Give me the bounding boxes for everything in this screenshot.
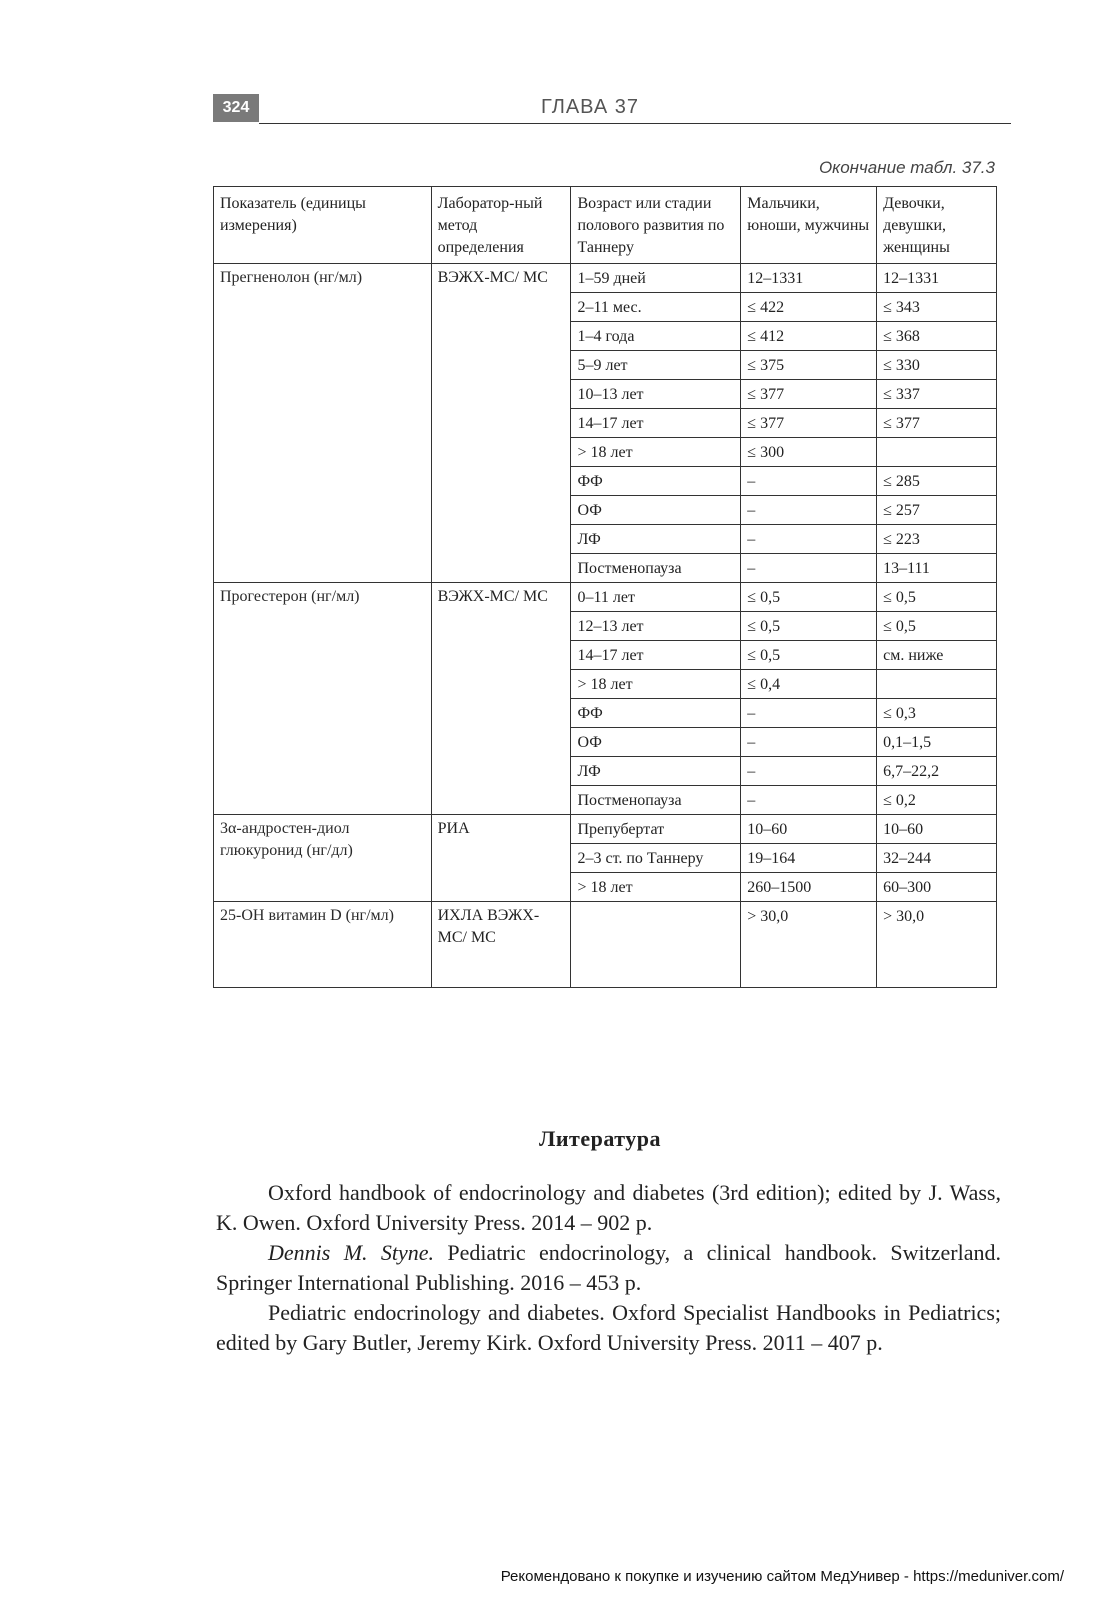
method-cell: ВЭЖХ-МС/ МС bbox=[431, 583, 571, 815]
male-cell: ≤ 412 bbox=[741, 322, 877, 351]
male-cell: – bbox=[741, 467, 877, 496]
female-cell: ≤ 377 bbox=[877, 409, 997, 438]
male-cell: – bbox=[741, 786, 877, 815]
age-cell: 14–17 лет bbox=[571, 409, 741, 438]
female-cell: 6,7–22,2 bbox=[877, 757, 997, 786]
male-cell: – bbox=[741, 554, 877, 583]
female-cell: 32–244 bbox=[877, 844, 997, 873]
male-cell: 10–60 bbox=[741, 815, 877, 844]
literature-title: Литература bbox=[538, 1126, 662, 1151]
female-cell: 12–1331 bbox=[877, 264, 997, 293]
reference-values-table bbox=[213, 186, 997, 988]
age-cell: 1–4 года bbox=[571, 322, 741, 351]
age-cell: 2–11 мес. bbox=[571, 293, 741, 322]
age-cell: 10–13 лет bbox=[571, 380, 741, 409]
female-cell: ≤ 0,3 bbox=[877, 699, 997, 728]
page-number: 324 bbox=[213, 94, 259, 122]
female-cell: ≤ 343 bbox=[877, 293, 997, 322]
female-cell: 0,1–1,5 bbox=[877, 728, 997, 757]
female-cell bbox=[877, 438, 997, 467]
reference-item bbox=[216, 1238, 1001, 1298]
age-cell: > 18 лет bbox=[571, 873, 741, 902]
header-rule bbox=[259, 123, 1011, 124]
age-cell: 12–13 лет bbox=[571, 612, 741, 641]
table-row bbox=[214, 902, 997, 988]
age-cell: > 18 лет bbox=[571, 670, 741, 699]
female-cell: 13–111 bbox=[877, 554, 997, 583]
female-cell: ≤ 0,2 bbox=[877, 786, 997, 815]
method-cell: РИА bbox=[431, 815, 571, 902]
female-cell: 60–300 bbox=[877, 873, 997, 902]
age-cell: ОФ bbox=[571, 728, 741, 757]
age-cell: Постменопауза bbox=[571, 554, 741, 583]
female-cell: ≤ 330 bbox=[877, 351, 997, 380]
age-cell: 14–17 лет bbox=[571, 641, 741, 670]
female-cell: см. ниже bbox=[877, 641, 997, 670]
age-cell: 5–9 лет bbox=[571, 351, 741, 380]
column-header: Девочки, девушки, женщины bbox=[877, 187, 997, 264]
reference-text: Pediatric endocrinology and diabetes. Oxford Specialist Handbooks in Pediatrics; edited by Gary Butler, Jeremy Kirk. Oxford University Press. 2011 – 407 p. bbox=[216, 1300, 1001, 1355]
parameter-cell: 25-ОН витамин D (нг/мл) bbox=[214, 902, 432, 988]
age-cell: 2–3 ст. по Таннеру bbox=[571, 844, 741, 873]
age-cell: ОФ bbox=[571, 496, 741, 525]
table-row bbox=[214, 583, 997, 612]
male-cell: ≤ 300 bbox=[741, 438, 877, 467]
column-header: Возраст или стадии полового развития по Таннеру bbox=[571, 187, 741, 264]
male-cell: – bbox=[741, 525, 877, 554]
age-cell: Препубертат bbox=[571, 815, 741, 844]
age-cell: > 18 лет bbox=[571, 438, 741, 467]
male-cell: ≤ 0,5 bbox=[741, 612, 877, 641]
female-cell: ≤ 0,5 bbox=[877, 583, 997, 612]
male-cell: 260–1500 bbox=[741, 873, 877, 902]
female-cell: > 30,0 bbox=[877, 902, 997, 988]
male-cell: ≤ 0,5 bbox=[741, 641, 877, 670]
column-header: Показатель (единицы измерения) bbox=[214, 187, 432, 264]
male-cell: ≤ 377 bbox=[741, 409, 877, 438]
age-cell: ФФ bbox=[571, 467, 741, 496]
parameter-cell: Прегненолон (нг/мл) bbox=[214, 264, 432, 583]
female-cell: ≤ 337 bbox=[877, 380, 997, 409]
male-cell: 12–1331 bbox=[741, 264, 877, 293]
male-cell: ≤ 0,4 bbox=[741, 670, 877, 699]
male-cell: ≤ 0,5 bbox=[741, 583, 877, 612]
footer-watermark: Рекомендовано к покупке и изучению сайтом МедУнивер - https://meduniver.com/ bbox=[500, 1568, 1064, 1585]
reference-text: Pediatric endocrinology, a clinical handbook. Switzerland. Springer International Publishing. 2016 – 453 p. bbox=[216, 1240, 1001, 1295]
female-cell: 10–60 bbox=[877, 815, 997, 844]
age-cell: Постменопауза bbox=[571, 786, 741, 815]
reference-item bbox=[216, 1298, 1001, 1358]
age-cell bbox=[571, 902, 741, 988]
method-cell: ВЭЖХ-МС/ МС bbox=[431, 264, 571, 583]
female-cell bbox=[877, 670, 997, 699]
female-cell: ≤ 223 bbox=[877, 525, 997, 554]
table-row bbox=[214, 264, 997, 293]
female-cell: ≤ 257 bbox=[877, 496, 997, 525]
age-cell: 1–59 дней bbox=[571, 264, 741, 293]
male-cell: – bbox=[741, 699, 877, 728]
male-cell: – bbox=[741, 728, 877, 757]
reference-item bbox=[216, 1178, 1001, 1238]
female-cell: ≤ 285 bbox=[877, 467, 997, 496]
reference-text: Oxford handbook of endocrinology and diabetes (3rd edition); edited by J. Wass, K. Owen. Oxford University Press. 2014 – 902 p. bbox=[216, 1180, 1001, 1235]
male-cell: ≤ 375 bbox=[741, 351, 877, 380]
male-cell: – bbox=[741, 757, 877, 786]
table-row bbox=[214, 815, 997, 844]
male-cell: ≤ 422 bbox=[741, 293, 877, 322]
table-continuation-caption: Окончание табл. 37.3 bbox=[818, 158, 995, 177]
method-cell: ИХЛА ВЭЖХ-МС/ МС bbox=[431, 902, 571, 988]
column-header: Лаборатор-ный метод определения bbox=[431, 187, 571, 264]
column-header: Мальчики, юноши, мужчины bbox=[741, 187, 877, 264]
table-body bbox=[214, 264, 997, 988]
male-cell: ≤ 377 bbox=[741, 380, 877, 409]
parameter-cell: 3α-андростен-диол глюкуронид (нг/дл) bbox=[214, 815, 432, 902]
reference-author: Dennis M. Styne. bbox=[268, 1240, 435, 1265]
male-cell: – bbox=[741, 496, 877, 525]
female-cell: ≤ 0,5 bbox=[877, 612, 997, 641]
male-cell: > 30,0 bbox=[741, 902, 877, 988]
age-cell: ФФ bbox=[571, 699, 741, 728]
age-cell: ЛФ bbox=[571, 757, 741, 786]
age-cell: 0–11 лет bbox=[571, 583, 741, 612]
female-cell: ≤ 368 bbox=[877, 322, 997, 351]
male-cell: 19–164 bbox=[741, 844, 877, 873]
chapter-title: ГЛАВА 37 bbox=[541, 96, 639, 118]
age-cell: ЛФ bbox=[571, 525, 741, 554]
references-list bbox=[216, 1178, 1001, 1358]
parameter-cell: Прогестерон (нг/мл) bbox=[214, 583, 432, 815]
table-header-row bbox=[214, 187, 997, 264]
